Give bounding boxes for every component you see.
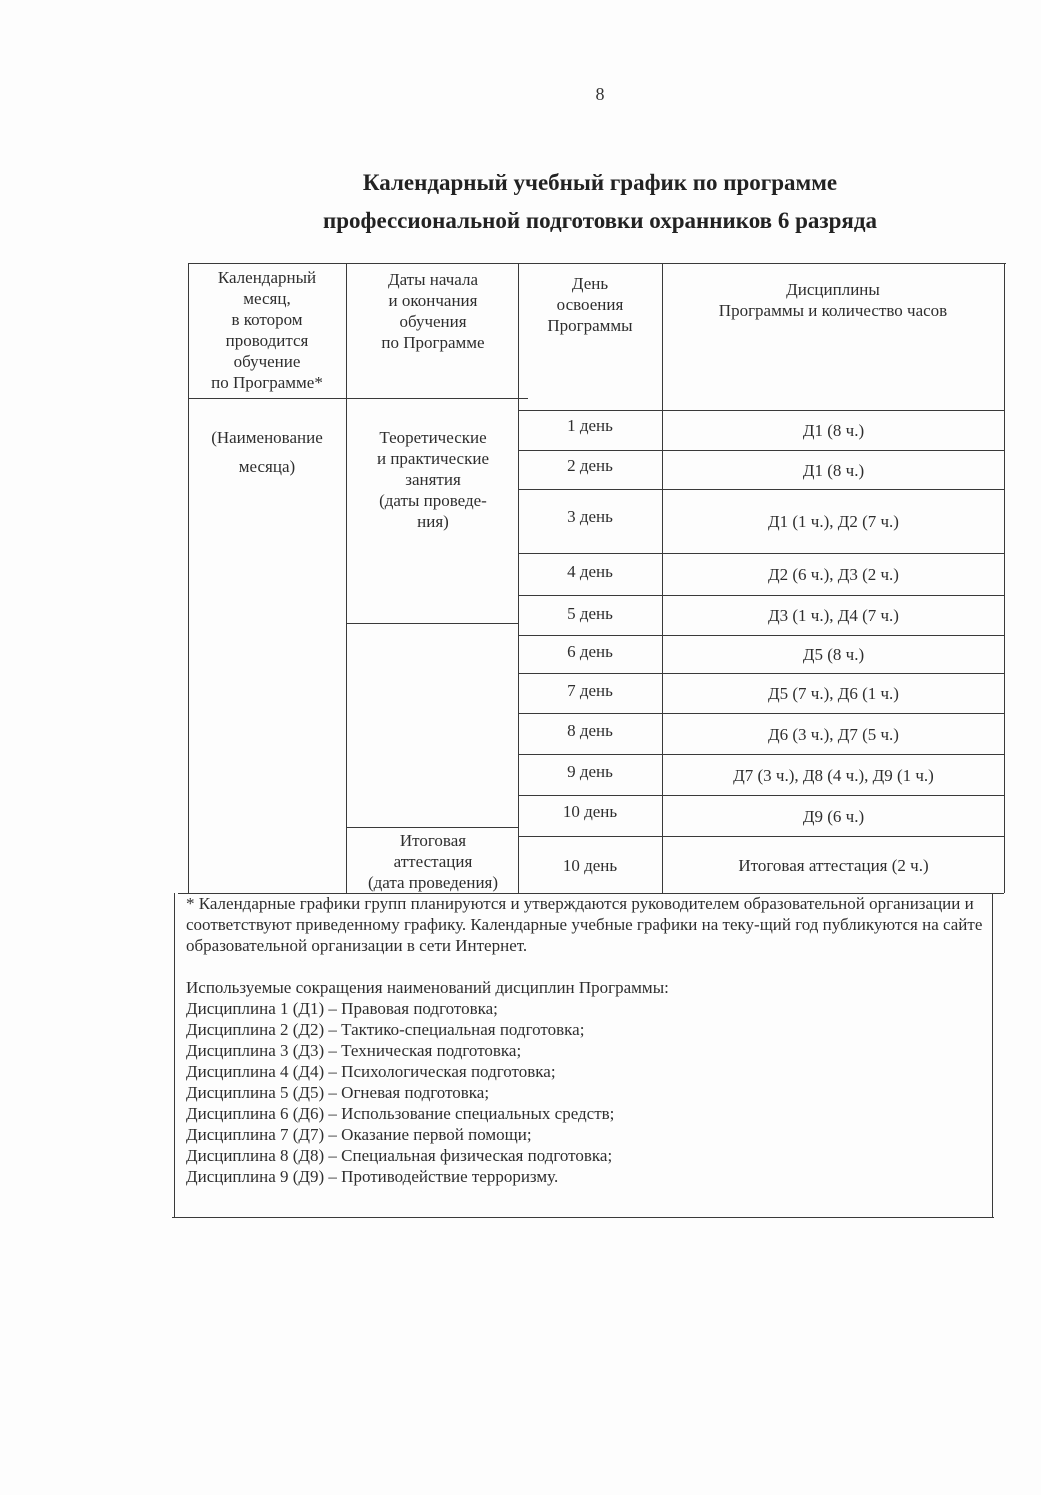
attestation-text: (дата проведения) [367,872,499,892]
header-text: и окончания [388,291,478,310]
header-text: обучения [399,312,467,331]
day-cell: 9 день [567,761,613,781]
day-cell: 1 день [567,415,613,435]
disciplines-cell: Д3 (1 ч.), Д4 (7 ч.) [768,606,899,625]
header-disciplines [662,279,1004,389]
day-cell: 7 день [567,680,613,700]
abbreviation-item: Дисциплина 7 (Д7) – Оказание первой помощи; [186,1125,532,1144]
footnote-text: * Календарные графики групп планируются и утверждаются руководителем образовательной организации и соответствуют приведенному графику. Календарные учебные графики на теку-щий год публикуются на сайте образовательной организации в сети Интернет. [186,894,983,955]
theory-text: занятия [405,470,461,489]
header-text: День [571,274,609,293]
group-rule [346,623,518,624]
abbreviation-item: Дисциплина 8 (Д8) – Специальная физическая подготовка; [186,1146,613,1165]
header-text: Программы [547,316,633,335]
theory-text: ния) [417,512,449,531]
table-border-top [188,263,1006,264]
disciplines-cell: Д6 (3 ч.), Д7 (5 ч.) [768,724,899,744]
abbreviations-list [186,998,986,1187]
table-border-bottom [172,1217,994,1218]
abbreviation-item: Дисциплина 4 (Д4) – Психологическая подготовка; [186,1062,556,1081]
abbreviation-item: Дисциплина 6 (Д6) – Использование специальных средств; [186,1104,615,1123]
disciplines-cell: Д1 (8 ч.) [802,420,865,440]
header-dates [348,269,518,389]
disciplines-cell: Д9 (6 ч.) [802,806,865,826]
month-name-cell [188,423,346,503]
header-bottom-rule [188,398,528,399]
month-text: (Наименование [211,428,323,447]
abbreviations-title: Используемые сокращения наименований дисциплин Программы: [186,978,669,997]
notes-border-left [174,893,175,1217]
header-text: в котором [231,310,303,329]
disciplines-cell: Итоговая аттестация (2 ч.) [738,855,929,875]
final-attestation-cell [348,829,518,893]
abbreviation-item: Дисциплина 9 (Д9) – Противодействие терроризму. [186,1167,559,1186]
header-calendar-month [188,267,346,397]
day-cell: 2 день [567,455,613,475]
disciplines-cell: Д2 (6 ч.), Д3 (2 ч.) [768,565,899,584]
abbreviation-item: Дисциплина 2 (Д2) – Тактико-специальная подготовка; [186,1020,585,1039]
page-number: 8 [595,84,605,104]
disciplines-cell: Д5 (7 ч.), Д6 (1 ч.) [768,684,899,703]
theory-text: и практические [376,449,490,468]
title-line-2: профессиональной подготовки охранников 6 разряда [323,208,877,233]
header-text: освоения [556,295,624,314]
day-cell: 4 день [567,561,613,581]
abbreviation-item: Дисциплина 1 (Д1) – Правовая подготовка; [186,999,498,1018]
day-cell: 10 день [562,801,618,821]
attestation-text: аттестация [393,851,473,871]
disciplines-cell: Д5 (8 ч.) [802,645,865,664]
header-text: проводится [225,331,309,350]
day-cell: 10 день [562,855,618,875]
abbreviation-item: Дисциплина 3 (Д3) – Техническая подготовка; [186,1041,522,1060]
day-cell: 3 день [567,506,613,526]
header-text: Даты начала [387,270,479,289]
document-title [240,164,960,240]
header-text: Календарный [217,268,317,287]
disciplines-cell: Д7 (3 ч.), Д8 (4 ч.), Д9 (1 ч.) [733,765,934,785]
header-text: обучение [233,352,301,371]
day-cell: 6 день [567,641,613,661]
header-text: Программы и количество часов [718,301,948,320]
table-border-right [1004,263,1005,893]
theory-text: Теоретические [379,428,487,447]
notes-border-right [992,893,993,1217]
notes-section [186,893,986,1187]
disciplines-cell: Д1 (1 ч.), Д2 (7 ч.) [768,512,899,531]
header-text: по Программе* [211,373,323,392]
header-text: по Программе [381,333,485,352]
theory-practice-cell [348,427,518,547]
abbreviation-item: Дисциплина 5 (Д5) – Огневая подготовка; [186,1083,490,1102]
month-text: месяца) [238,457,296,476]
day-cell: 8 день [567,720,613,740]
title-line-1: Календарный учебный график по программе [362,170,838,195]
theory-text: (даты проведе- [379,491,487,510]
attestation-text: Итоговая [399,830,467,850]
header-text: месяц, [243,289,291,308]
disciplines-cell: Д1 (8 ч.) [802,460,865,480]
day-cell: 5 день [567,603,613,623]
header-day [518,273,662,393]
header-text: Дисциплины [786,280,880,299]
